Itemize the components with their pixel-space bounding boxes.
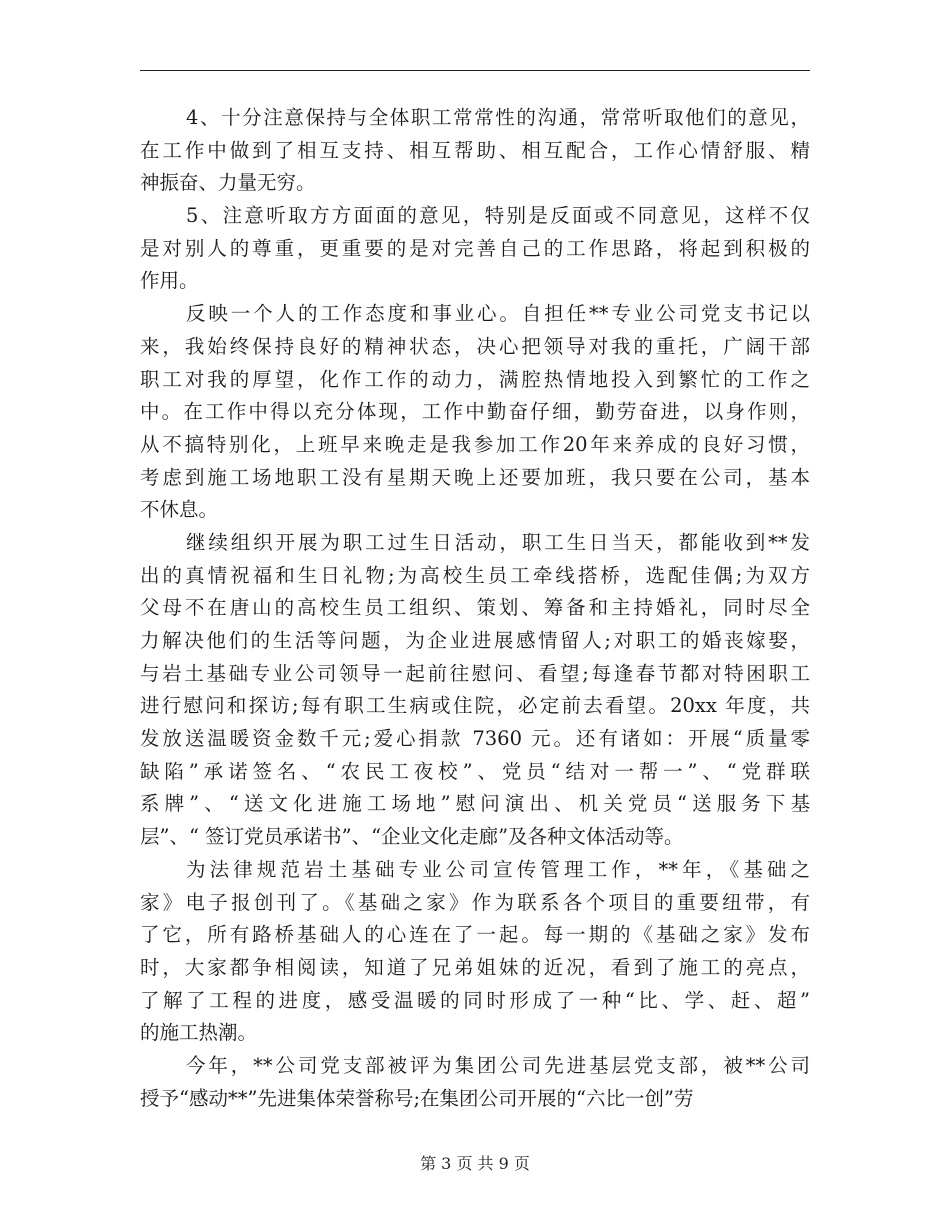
text-line: 系牌”、“送文化进施工场地”慰问演出、机关党员“送服务下基 xyxy=(140,792,810,816)
text-line: 继续组织开展为职工过生日活动，职工生日当天，都能收到**发 xyxy=(186,530,810,554)
text-line: 作用。 xyxy=(140,269,199,293)
text-line: 发放送温暖资金数千元;爱心捐款 7360 元。还有诸如：开展“质量零 xyxy=(140,727,810,751)
page-footer xyxy=(0,1152,950,1176)
text-line: 父母不在唐山的高校生员工组织、策划、筹备和主持婚礼，同时尽全 xyxy=(140,596,810,620)
text-line: 了它，所有路桥基础人的心连在了一起。每一期的《基础之家》发布 xyxy=(140,923,810,947)
text-line: 在工作中做到了相互支持、相互帮助、相互配合，工作心情舒服、精 xyxy=(140,138,810,162)
text-line: 是对别人的尊重，更重要的是对完善自己的工作思路，将起到积极的 xyxy=(140,236,810,260)
page-number: 第 3 页 共 9 页 xyxy=(420,1154,530,1173)
text-line: 层”、“ 签订党员承诺书”、“企业文化走廊”及各种文体活动等。 xyxy=(140,825,684,849)
text-line: 神振奋、力量无穷。 xyxy=(140,171,316,195)
text-line: 缺陷”承诺签名、“农民工夜校”、党员“结对一帮一”、“党群联 xyxy=(140,759,810,783)
text-line: 与岩土基础专业公司领导一起前往慰问、看望;每逢春节都对特困职工 xyxy=(140,661,810,685)
text-line: 来，我始终保持良好的精神状态，决心把领导对我的重托，广阔干部 xyxy=(140,334,810,358)
text-line: 为法律规范岩土基础专业公司宣传管理工作，**年，《基础之 xyxy=(186,857,810,881)
text-line: 反映一个人的工作态度和事业心。自担任**专业公司党支书记以 xyxy=(186,302,810,326)
text-line: 进行慰问和探访;每有职工生病或住院，必定前去看望。20xx 年度，共 xyxy=(140,694,810,718)
text-line: 的施工热潮。 xyxy=(140,1021,258,1045)
text-line: 授予“感动**”先进集体荣誉称号;在集团公司开展的“六比一创”劳 xyxy=(140,1086,694,1110)
text-line: 力解决他们的生活等问题，为企业进展感情留人;对职工的婚丧嫁娶， xyxy=(140,629,810,652)
header-rule xyxy=(140,70,810,71)
text-line: 不休息。 xyxy=(140,498,219,522)
text-line: 今年，**公司党支部被评为集团公司先进基层党支部，被**公司 xyxy=(186,1053,810,1077)
text-line: 时，大家都争相阅读，知道了兄弟姐妹的近况，看到了施工的亮点， xyxy=(140,955,810,979)
text-line: 中。在工作中得以充分体现，工作中勤奋仔细，勤劳奋进，以身作则， xyxy=(140,400,810,424)
text-line: 职工对我的厚望，化作工作的动力，满腔热情地投入到繁忙的工作之 xyxy=(140,367,810,391)
text-line: 考虑到施工场地职工没有星期天晚上还要加班，我只要在公司，基本 xyxy=(140,465,810,489)
text-line: 5、注意听取方方面面的意见，特别是反面或不同意见，这样不仅 xyxy=(186,204,810,228)
document-body xyxy=(140,102,810,1115)
text-line: 4、十分注意保持与全体职工常常性的沟通，常常听取他们的意见， xyxy=(186,106,810,129)
text-line: 出的真情祝福和生日礼物;为高校生员工牵线搭桥，选配佳偶;为双方 xyxy=(140,563,810,587)
text-line: 了解了工程的进度，感受温暖的同时形成了一种“比、学、赶、超” xyxy=(140,988,810,1012)
text-line: 家》电子报创刊了。《基础之家》作为联系各个项目的重要纽带，有 xyxy=(140,890,810,914)
text-line: 从不搞特别化，上班早来晚走是我参加工作20年来养成的良好习惯， xyxy=(140,432,810,456)
